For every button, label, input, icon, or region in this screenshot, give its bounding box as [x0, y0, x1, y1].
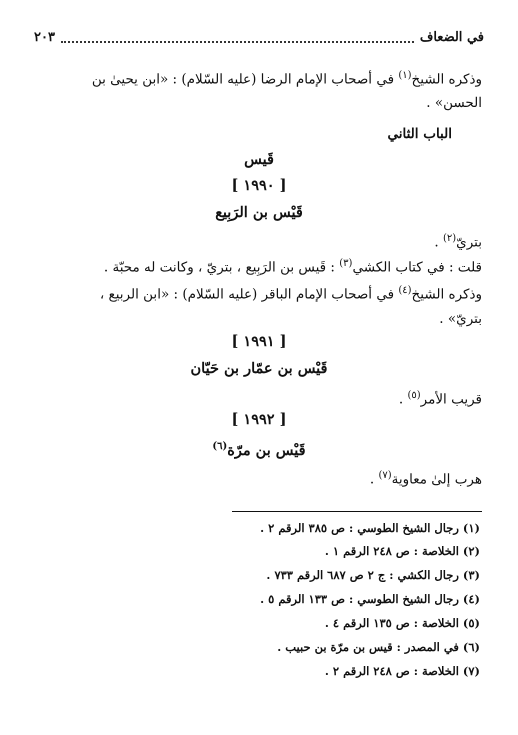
entry-number-1991: [ ١٩٩١ ] — [231, 333, 287, 350]
entry-1990-line-2 — [36, 254, 482, 278]
text-span: . — [434, 234, 443, 251]
text-span: قلت : في كتاب الكشي — [352, 259, 482, 276]
footnote-6: (٦) في المصدر : قيس بن مرّة بن حبيب . — [277, 640, 480, 654]
text-span: في أصحاب الإمام الرضا (عليه السّلام) : «ابن يحيىٰ بن — [91, 71, 399, 88]
text-span: : قَيس بن الرَبِيع ، بتريّ ، وكانت له محبّة . — [103, 259, 340, 276]
entry-name-1991: قَيْس بن عمّار بن حَيّان — [190, 360, 328, 377]
entry-1991-line-1 — [36, 386, 482, 410]
footnote-4: (٤) رجال الشيخ الطوسي : ص ١٣٣ الرقم ٥ . — [260, 592, 480, 606]
entry-1990-line-1 — [36, 229, 482, 253]
footnote-7: (٧) الخلاصة : ص ٢٤٨ الرقم ٢ . — [324, 664, 480, 678]
footnote-ref-6: (٦) — [212, 441, 228, 452]
text-span: قَيْس بن مرّة — [227, 441, 306, 459]
footnote-ref-2: (٢) — [442, 233, 457, 244]
footnote-1: (١) رجال الشيخ الطوسي : ص ٣٨٥ الرقم ٢ . — [260, 521, 480, 535]
text-span: . — [398, 391, 408, 408]
body-line-2: الحسن» . — [426, 95, 482, 111]
header-section-title: في الضعاف — [419, 29, 484, 45]
footnote-ref-3: (٣) — [339, 258, 353, 269]
entry-number-1992: [ ١٩٩٢ ] — [231, 411, 287, 428]
entry-name-1992 — [0, 437, 518, 461]
footnote-separator — [232, 511, 482, 512]
footnote-5: (٥) الخلاصة : ص ١٣٥ الرقم ٤ . — [324, 616, 480, 630]
body-line-1 — [36, 66, 482, 90]
entry-name-1990: قَيْس بن الرَبِيع — [215, 204, 303, 221]
text-span: وذكره الشيخ — [411, 71, 482, 88]
text-span: بتريّ — [456, 234, 482, 251]
footnote-ref-1: (١) — [398, 70, 412, 81]
footnote-ref-7: (٧) — [378, 470, 392, 481]
header-dot-leader — [61, 31, 414, 43]
footnote-ref-4: (٤) — [398, 285, 412, 296]
text-span: وذكره الشيخ — [411, 286, 482, 303]
entry-number-1990: [ ١٩٩٠ ] — [231, 177, 287, 194]
entry-1990-line-4: بتريّ» . — [439, 311, 482, 327]
footnote-3: (٣) رجال الكشي : ج ٢ ص ٦٨٧ الرقم ٧٣٣ . — [266, 568, 480, 582]
text-span: هرب إلىٰ معاوية — [391, 471, 482, 488]
text-span: قريب الأمر — [420, 391, 482, 408]
text-span: في أصحاب الإمام الباقر (عليه السّلام) : «ابن الربيع ، — [99, 286, 399, 303]
text-span: . — [369, 471, 379, 488]
entry-1992-line-1 — [36, 466, 482, 490]
name-heading: قَيس — [244, 151, 274, 168]
footnote-ref-5: (٥) — [407, 390, 421, 401]
chapter-heading: الباب الثاني — [387, 126, 452, 142]
entry-1990-line-3 — [36, 281, 482, 305]
page-number: ٢٠٣ — [34, 29, 55, 45]
running-header — [34, 26, 484, 48]
footnote-2: (٢) الخلاصة : ص ٢٤٨ الرقم ١ . — [324, 544, 480, 558]
